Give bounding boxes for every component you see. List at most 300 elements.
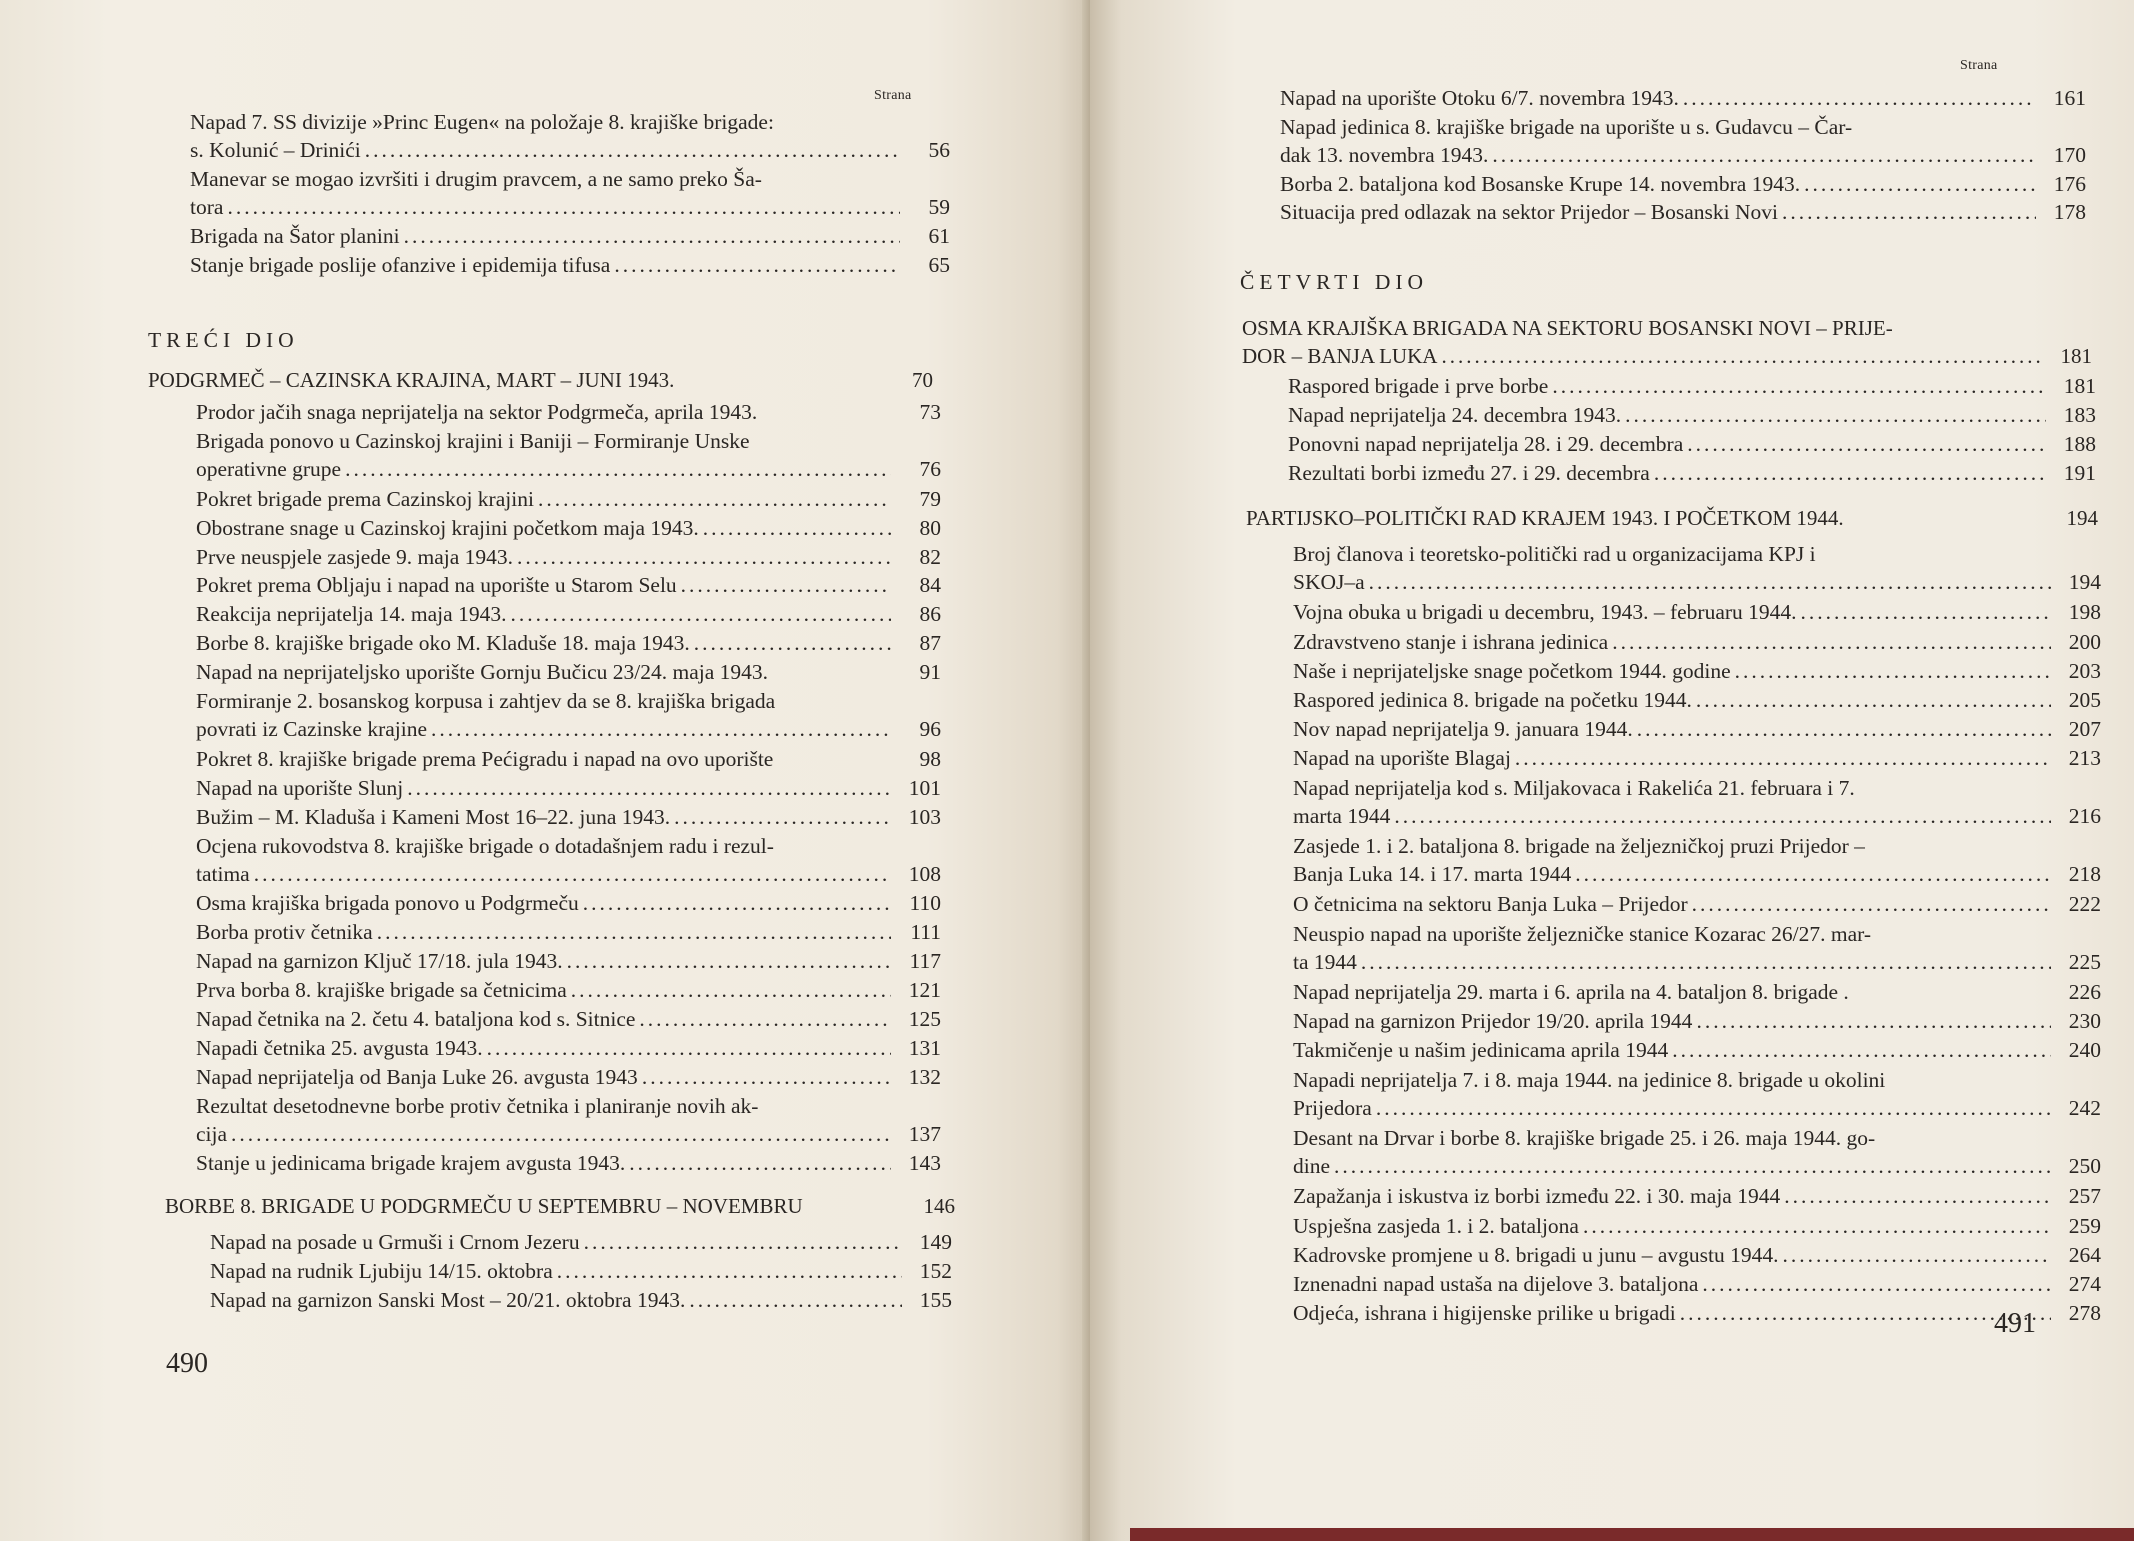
toc-entry-page: 98 [919,746,941,771]
leader-dots [365,136,900,164]
toc-entry [196,1149,941,1177]
toc-entry-title: Osma krajiška brigada ponovo u Podgrmeču [196,891,579,916]
toc-entry [196,774,941,802]
toc-entry-title-line: Ocjena rukovodstva 8. krajiške brigade o dotadašnjem radu i rezul- [196,833,774,858]
toc-entry-line [1293,1007,2101,1035]
toc-entry-line [196,485,941,513]
leader-dots [1583,1212,2051,1240]
toc-entry-line [1288,430,2096,458]
toc-entry [1293,978,2101,1006]
toc-entry-line [196,600,941,628]
toc-entry [196,976,941,1004]
toc-entry-title: Naše i neprijateljske snage početkom 1944. godine [1293,658,1731,683]
toc-entry [196,889,941,917]
toc-entry-last-line [196,860,941,888]
leader-dots [584,1228,902,1256]
leader-dots [1782,198,2036,226]
toc-entry-title-line: Formiranje 2. bosanskog korpusa i zahtjev da se 8. krajiška brigada [196,689,776,713]
page-number: 491 [1994,1308,2036,1339]
toc-entry [196,427,941,483]
toc-entry-line [190,251,950,279]
toc-entry-title: Vojna obuka u brigadi u decembru, 1943. – februaru 1944. [1293,600,1797,625]
toc-entry [196,832,941,888]
leader-dots [614,251,900,279]
leader-dots [345,455,891,483]
toc-entry [210,1257,952,1285]
leader-dots [1369,568,2051,596]
toc-entry-title: Prodor jačih snaga neprijatelja na sektor Podgrmeča, aprila 1943. [196,400,758,424]
toc-entry-line [196,889,941,917]
left-strana-label: Strana [874,88,912,103]
toc-entry-line [196,947,941,975]
toc-entry [196,514,941,542]
toc-entry [1288,459,2096,487]
toc-entry-page: 61 [928,224,950,249]
cover-binding-edge [1130,1528,2134,1541]
toc-entry [1280,84,2086,112]
toc-entry-title: Napad četnika na 2. četu 4. bataljona kod s. Sitnice [196,1006,636,1031]
toc-entry [196,1063,941,1091]
toc-entry [196,745,941,773]
leader-dots [1334,1152,2051,1180]
leader-dots [1696,686,2051,714]
toc-entry-page: 259 [2068,1213,2101,1238]
toc-entry-title: Napad na uporište Blagaj [1293,746,1511,771]
toc-entry [1293,686,2101,714]
toc-entry-line [196,629,941,657]
toc-entry-last-line [1293,1094,2101,1122]
toc-entry-last-line [196,455,941,483]
toc-entry-title: Napad neprijatelja od Banja Luke 26. avgusta 1943 [196,1064,638,1089]
toc-entry [1293,832,2101,888]
section-title: TREĆI DIO [148,328,299,352]
chapter-page: 146 [923,1194,955,1218]
toc-entry-title: Pokret 8. krajiške brigade prema Pećigradu i napad na ovo uporište [196,746,774,771]
leader-dots [1441,342,2042,370]
leader-dots [227,193,900,221]
toc-entry-line [1293,1182,2101,1210]
toc-entry-title-line: Neuspio napad na uporište željezničke stanice Kozarac 26/27. mar- [1293,921,1872,946]
toc-entry-title-continued: dak 13. novembra 1943. [1280,142,1489,167]
toc-entry-title-line: Rezultat desetodnevne borbe protiv četnika i planiranje novih ak- [196,1093,759,1118]
toc-entry-page: 110 [909,891,941,916]
chapter-page: 194 [2066,506,2098,530]
toc-entry-title: Reakcija neprijatelja 14. maja 1943. [196,602,507,627]
toc-entry-title: Napad na uporište Slunj [196,775,404,800]
toc-entry [1293,1270,2101,1298]
leader-dots [1612,628,2051,656]
toc-entry-page: 161 [2053,86,2086,110]
toc-entry-page: 194 [2068,570,2101,594]
right-strana-label: Strana [1960,58,1998,73]
toc-entry [196,600,941,628]
leader-dots [1492,141,2036,169]
leader-dots [1735,657,2051,685]
toc-entry-title: Kadrovske promjene u 8. brigadi u junu – avgustu 1944. [1293,1242,1779,1267]
leader-dots [689,1286,902,1314]
chapter-title-last-line [1242,342,2092,370]
chapter-heading [1242,314,2092,370]
toc-entry-page: 132 [908,1064,941,1089]
toc-entry-title: Odjeća, ishrana i higijenske prilike u brigadi [1293,1301,1676,1326]
toc-entry-title: Napad neprijatelja 24. decembra 1943. [1288,403,1622,427]
leader-dots [407,774,891,802]
toc-entry-title: Napad na garnizon Ključ 17/18. jula 1943. [196,949,563,974]
toc-entry [196,687,941,743]
toc-entry-title: Napad na rudnik Ljubiju 14/15. oktobra [210,1259,553,1283]
leader-dots [674,803,891,831]
toc-entry-page: 188 [2063,432,2096,456]
toc-entry-line [1288,372,2096,400]
toc-entry-title-continued: tatima [196,861,250,886]
toc-entry-title: Borba protiv četnika [196,920,373,945]
toc-entry-page: 84 [919,573,941,598]
toc-entry-title-line: Brigada ponovo u Cazinskoj krajini i Baniji – Formiranje Unske [196,428,750,453]
toc-entry-page: 205 [2068,688,2101,712]
toc-entry-title-continued: Banja Luka 14. i 17. marta 1944 [1293,862,1572,886]
toc-entry-title-line: Desant na Drvar i borbe 8. krajiške brigade 25. i 26. maja 1944. go- [1293,1126,1876,1150]
toc-entry [1293,628,2101,656]
toc-entry-line [196,976,941,1004]
toc-entry [1280,198,2086,226]
toc-entry-page: 91 [919,660,941,685]
leader-dots [1672,1036,2051,1064]
leader-dots [1394,802,2051,830]
toc-entry [1293,1299,2101,1327]
leader-dots [681,571,891,599]
leader-dots [538,485,891,513]
leader-dots [694,629,891,657]
toc-entry-line [1293,1036,2101,1064]
toc-entry-line [1293,628,2101,656]
toc-entry-title: Takmičenje u našim jedinicama aprila 1944 [1293,1038,1669,1063]
chapter-title-line [165,1192,955,1220]
toc-entry-title-line: Broj članova i teoretsko-politički rad u organizacijama KPJ i [1293,542,1816,566]
toc-entry [210,1228,952,1256]
toc-entry-page: 117 [909,949,941,974]
toc-entry-title: Napad neprijatelja 29. marta i 6. aprila na 4. bataljon 8. brigade . [1293,980,1849,1004]
toc-entry [1293,657,2101,685]
toc-entry-title: Ponovni napad neprijatelja 28. i 29. decembra [1288,432,1684,456]
toc-entry [1293,890,2101,918]
toc-entry-title: Borbe 8. krajiške brigade oko M. Kladuše 18. maja 1943. [196,631,690,656]
toc-entry-line [1293,657,2101,685]
toc-entry-last-line [1293,860,2101,888]
toc-entry-page: 170 [2053,142,2086,167]
chapter-title: BORBE 8. BRIGADE U PODGRMEČU U SEPTEMBRU – NOVEMBRU [165,1194,803,1218]
toc-entry-title: Napad na garnizon Sanski Most – 20/21. oktobra 1943. [210,1288,686,1312]
toc-entry-title: Raspored jedinica 8. brigade na početku 1944. [1293,688,1692,712]
toc-entry-page: 207 [2068,717,2101,742]
toc-entry-line [196,543,941,571]
toc-entry [1288,372,2096,400]
toc-entry [1293,1182,2101,1210]
chapter-title-line [148,366,933,394]
toc-entry-line [196,1034,941,1062]
toc-entry-title: Napad na uporište Otoku 6/7. novembra 1943. [1280,86,1679,110]
toc-entry-page: 230 [2068,1009,2101,1034]
toc-entry-line [1293,715,2101,743]
toc-entry-last-line [1293,568,2101,596]
page-number: 490 [166,1348,208,1379]
toc-entry-last-line [190,193,950,221]
toc-entry-page: 222 [2068,892,2101,917]
chapter-heading [148,366,933,394]
toc-entry-line [1288,459,2096,487]
toc-entry-title: Stanje brigade poslije ofanzive i epidemija tifusa [190,253,611,277]
toc-entry-line [1280,84,2086,112]
toc-entry-line [196,1063,941,1091]
toc-entry-page: 149 [919,1230,952,1254]
leader-dots [1552,372,2046,400]
toc-entry-title: O četnicima na sektoru Banja Luka – Prijedor [1293,892,1688,917]
toc-entry-page: 218 [2068,862,2101,886]
toc-entry [1293,744,2101,772]
leader-dots [1801,598,2051,626]
toc-entry-line [196,1149,941,1177]
leader-dots [1804,170,2036,198]
toc-entry-title: Zapažanja i iskustva iz borbi između 22. i 30. maja 1944 [1293,1184,1781,1209]
toc-entry [1288,401,2096,429]
toc-entry-line [1293,1299,2101,1327]
toc-entry [1293,1212,2101,1240]
toc-entry-page: 278 [2068,1301,2101,1326]
toc-entry [196,543,941,571]
toc-entry-line [1288,401,2096,429]
leader-dots [254,860,891,888]
toc-entry [1293,540,2101,596]
toc-entry-last-line [1293,1152,2101,1180]
toc-entry-title: Prva borba 8. krajiške brigade sa četnicima [196,978,567,1002]
toc-entry-title-line: Napad jedinica 8. krajiške brigade na uporište u s. Gudavcu – Čar- [1280,114,1853,139]
chapter-title: PODGRMEČ – CAZINSKA KRAJINA, MART – JUNI 1943. [148,368,675,392]
toc-entry-title: Napad na neprijateljsko uporište Gornju Bučicu 23/24. maja 1943. [196,660,769,685]
toc-entry-page: 79 [919,486,941,511]
toc-entry [1293,1066,2101,1122]
toc-entry-page: 121 [908,978,941,1002]
chapter-title-line [1246,504,2098,532]
toc-entry-last-line [1293,802,2101,830]
leader-dots [1692,890,2051,918]
toc-entry-title: Situacija pred odlazak na sektor Prijedor – Bosanski Novi [1280,200,1778,224]
toc-entry-title: Raspored brigade i prve borbe [1288,374,1549,398]
toc-entry [196,629,941,657]
leader-dots [1683,84,2036,112]
toc-entry-title-line: Napad 7. SS divizije »Princ Eugen« na položaje 8. krajiške brigade: [190,110,774,134]
toc-entry-title-continued: tora [190,195,224,220]
toc-entry-page: 73 [919,400,941,424]
chapter-page: 181 [2060,344,2092,368]
toc-entry-title: Brigada na Šator planini [190,224,400,249]
leader-dots [1376,1094,2051,1122]
toc-entry-page: 225 [2068,949,2101,974]
leader-dots [487,1034,891,1062]
toc-entry-page: 65 [928,253,950,277]
leader-dots [517,543,891,571]
toc-entry-title: Pokret prema Obljaju i napad na uporište u Starom Selu [196,573,677,598]
toc-entry-page: 108 [908,861,941,886]
toc-entry-line [1293,978,2101,1006]
toc-entry [1293,920,2101,976]
toc-entry-page: 101 [908,775,941,800]
toc-entry-page: 191 [2063,461,2096,485]
toc-entry [196,918,941,946]
toc-entry [1293,598,2101,626]
toc-entry-line [1293,1241,2101,1269]
toc-entry-last-line [1280,141,2086,169]
toc-entry-title-continued: SKOJ–a [1293,570,1365,594]
toc-entry-title: Obostrane snage u Cazinskoj krajini početkom maja 1943. [196,515,699,540]
toc-entry [1293,1241,2101,1269]
toc-entry-title-continued: cija [196,1121,228,1146]
toc-entry-page: 56 [928,138,950,162]
leader-dots [1361,948,2051,976]
toc-entry-page: 213 [2068,746,2101,771]
leader-dots [1654,459,2046,487]
leader-dots [567,947,891,975]
toc-entry-page: 82 [919,544,941,569]
toc-entry-line [196,918,941,946]
toc-entry-title: Bužim – M. Kladuša i Kameni Most 16–22. juna 1943. [196,804,671,829]
chapter-title-continued: DOR – BANJA LUKA [1242,344,1438,368]
chapter-title: PARTIJSKO–POLITIČKI RAD KRAJEM 1943. I POČETKOM 1944. [1246,506,1844,530]
toc-entry-line [196,745,941,773]
toc-entry-page: 203 [2068,658,2101,683]
leader-dots [639,1005,891,1033]
toc-entry-line [210,1228,952,1256]
toc-entry-page: 242 [2068,1095,2101,1120]
toc-entry [190,251,950,279]
leader-dots [510,600,891,628]
toc-entry [196,947,941,975]
toc-entry-page: 240 [2068,1038,2101,1063]
toc-entry-page: 80 [919,515,941,540]
toc-entry [1293,715,2101,743]
toc-entry-title: Iznenadni napad ustaša na dijelove 3. bataljona [1293,1272,1699,1296]
toc-entry-page: 152 [919,1259,952,1283]
toc-entry-title: Napad na posade u Grmuši i Crnom Jezeru [210,1230,580,1254]
toc-entry-title-continued: dine [1293,1154,1331,1178]
toc-entry-page: 181 [2063,374,2096,398]
toc-entry [190,108,950,164]
toc-entry-line [1293,890,2101,918]
toc-entry-page: 257 [2068,1184,2101,1209]
leader-dots [377,918,891,946]
toc-entry [196,571,941,599]
section-title: ČETVRTI DIO [1240,270,1429,294]
chapter-title-line: OSMA KRAJIŠKA BRIGADA NA SEKTORU BOSANSKI NOVI – PRIJE- [1242,316,1893,340]
toc-entry-line [196,571,941,599]
toc-entry-page: 131 [908,1035,941,1060]
leader-dots [571,976,891,1004]
toc-entry-page: 111 [910,920,941,945]
toc-entry-line [1293,744,2101,772]
toc-entry-page: 155 [919,1288,952,1312]
leader-dots [1696,1007,2051,1035]
toc-entry-line [1293,686,2101,714]
toc-entry-line [196,514,941,542]
toc-entry-page: 198 [2068,600,2101,625]
toc-entry-page: 87 [919,631,941,656]
toc-entry-line [190,222,950,250]
toc-entry-title-line: Zasjede 1. i 2. bataljona 8. brigade na željezničkoj pruzi Prijedor – [1293,834,1865,858]
leader-dots [557,1257,902,1285]
toc-entry-page: 86 [919,602,941,627]
leader-dots [231,1120,891,1148]
leader-dots [1784,1182,2051,1210]
leader-dots [1515,744,2051,772]
toc-entry-title: Stanje u jedinicama brigade krajem avgusta 1943. [196,1151,626,1176]
toc-entry-line [1280,170,2086,198]
toc-entry [1280,170,2086,198]
toc-entry-last-line [190,136,950,164]
toc-entry [1293,1007,2101,1035]
toc-entry-title: Pokret brigade prema Cazinskoj krajini [196,486,534,511]
toc-entry-page: 125 [908,1006,941,1031]
leader-dots [1575,860,2051,888]
toc-entry-last-line [1293,948,2101,976]
toc-entry-title: Nov napad neprijatelja 9. januara 1944. [1293,717,1633,742]
toc-entry-line [196,1005,941,1033]
toc-entry-title: Prve neuspjele zasjede 9. maja 1943. [196,544,514,569]
toc-entry-title-line: Manevar se mogao izvršiti i drugim pravcem, a ne samo preko Ša- [190,167,762,192]
leader-dots [1637,715,2051,743]
toc-entry [196,803,941,831]
toc-entry [196,398,941,426]
toc-entry [1280,113,2086,169]
leader-dots [1782,1241,2051,1269]
toc-entry-line [196,398,941,426]
toc-entry [196,1005,941,1033]
chapter-page: 70 [912,368,933,392]
toc-entry-title-continued: operativne grupe [196,456,342,481]
right-page [1090,0,2134,1541]
toc-entry-page: 176 [2053,171,2086,196]
chapter-heading [165,1192,955,1220]
toc-entry-title: Napad na garnizon Prijedor 19/20. aprila 1944 [1293,1009,1693,1034]
toc-entry [196,658,941,686]
toc-entry [190,222,950,250]
toc-entry-page: 183 [2063,403,2096,427]
toc-entry [1288,430,2096,458]
leader-dots [703,514,891,542]
toc-entry [196,1092,941,1148]
leader-dots [583,889,891,917]
toc-entry [196,485,941,513]
toc-entry-line [1293,1212,2101,1240]
leader-dots [404,222,900,250]
leader-dots [642,1063,891,1091]
toc-entry-page: 96 [919,717,941,741]
toc-entry-title-line: Napadi neprijatelja 7. i 8. maja 1944. na jedinice 8. brigade u okolini [1293,1067,1886,1092]
toc-entry [1293,1124,2101,1180]
toc-entry [1293,1036,2101,1064]
toc-entry-page: 137 [908,1121,941,1146]
toc-entry [1293,774,2101,830]
right-page-content [1090,0,2134,1541]
toc-entry-title: Uspješna zasjeda 1. i 2. bataljona [1293,1213,1579,1238]
toc-entry-page: 143 [908,1151,941,1176]
toc-entry [196,1034,941,1062]
toc-entry-last-line [196,1120,941,1148]
toc-entry-title: Borba 2. bataljona kod Bosanske Krupe 14. novembra 1943. [1280,171,1801,196]
toc-entry-title-continued: marta 1944 [1293,803,1391,828]
toc-entry-title-continued: povrati iz Cazinske krajine [196,717,428,741]
toc-entry-line [1280,198,2086,226]
toc-entry-page: 59 [928,195,950,220]
leader-dots [1687,430,2046,458]
leader-dots [1702,1270,2051,1298]
